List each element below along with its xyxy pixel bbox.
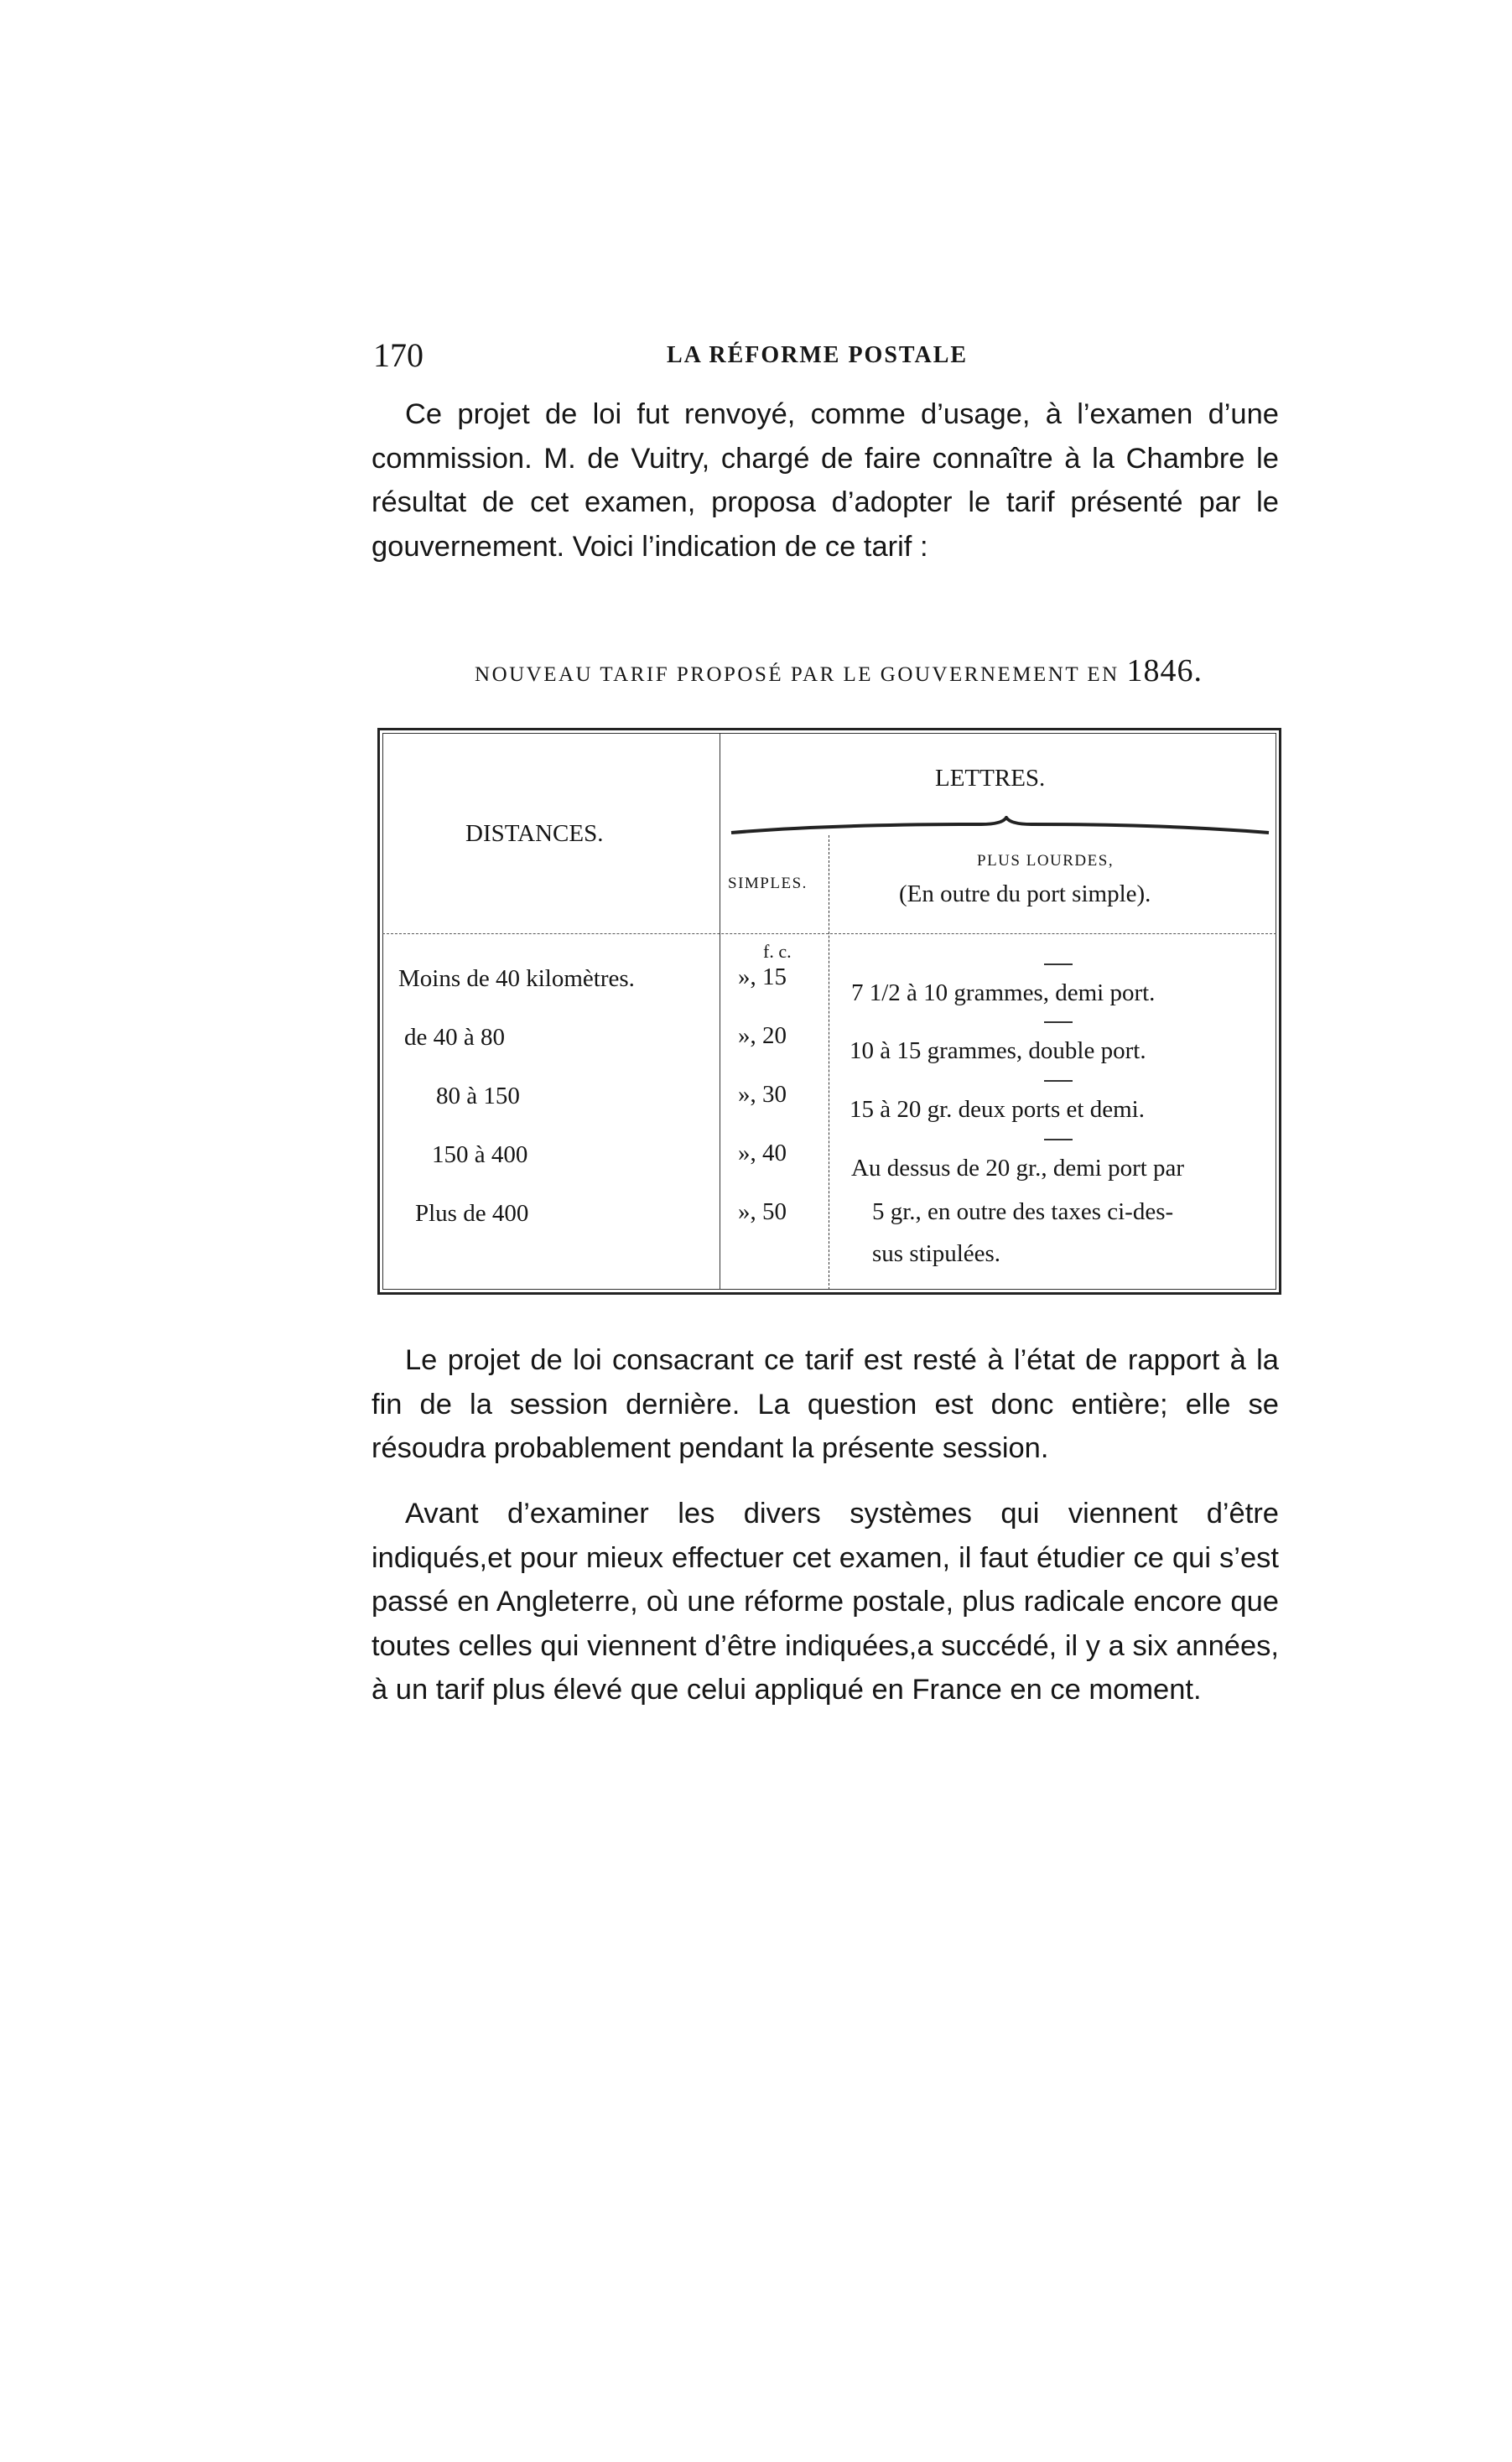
header-lettres: LETTRES. xyxy=(935,765,1046,792)
row-5-simple: », 50 xyxy=(738,1198,787,1225)
page-number: 170 xyxy=(373,336,423,374)
row-2-simple: », 20 xyxy=(738,1022,787,1049)
header-simples: SIMPLES. xyxy=(728,875,808,892)
intro-paragraph: Ce projet de loi fut renvoyé, comme d’usage, à l’examen d’une commission. M. de Vuitry, chargé de faire connaître à la Chambre le résultat de cet examen, proposa d’adopter le tarif présenté par le gouvernement. Voici l’indication de ce tarif : xyxy=(372,398,1279,563)
header-separator xyxy=(382,933,1276,934)
paragraph-3: Le projet de loi consacrant ce tarif est resté à l’état de rapport à la fin de la session dernière. La question est donc entière; elle se résoudra probablement pendant la présente session. xyxy=(372,1344,1279,1464)
row-4-simple: », 40 xyxy=(738,1140,787,1166)
row-1-dash xyxy=(1044,964,1073,965)
paragraph-4: Avant d’examiner les divers systèmes qui viennent d’être indiqués,et pour mieux effectuer cet examen, il faut étudier ce qui s’est passé en Angleterre, où une réforme postale, plus radicale encore que toutes celles qui viennent d’être indiquées,a succédé, il y a six années, à un tarif plus élevé que celui appliqué en France en ce moment. xyxy=(372,1498,1279,1706)
row-3-dash xyxy=(1044,1080,1073,1082)
row-1-heavier: 7 1/2 à 10 grammes, demi port. xyxy=(851,979,1156,1006)
row-5-distance: Plus de 400 xyxy=(415,1200,529,1227)
row-2-heavier: 10 à 15 grammes, double port. xyxy=(850,1037,1146,1064)
header-distances: DISTANCES. xyxy=(465,820,604,847)
row-4-distance: 150 à 400 xyxy=(432,1141,528,1168)
table-heading xyxy=(411,652,1266,689)
table-heading-year: 1846. xyxy=(1126,653,1203,688)
row-2-distance: de 40 à 80 xyxy=(404,1024,505,1051)
table-heading-text: NOUVEAU TARIF PROPOSÉ PAR LE GOUVERNEMENT EN xyxy=(475,663,1120,686)
row-2-dash xyxy=(1044,1021,1073,1023)
brace-lettres xyxy=(730,816,1270,836)
row-1-simple: », 15 xyxy=(738,964,787,990)
row-3-simple: », 30 xyxy=(738,1081,787,1108)
row-3-distance: 80 à 150 xyxy=(436,1083,520,1109)
page-header xyxy=(373,335,1279,377)
header-plus-lourdes: PLUS LOURDES, xyxy=(977,852,1115,870)
header-plus-lourdes-note: (En outre du port simple). xyxy=(899,880,1151,907)
row-4-heavier: Au dessus de 20 gr., demi port par xyxy=(851,1155,1185,1182)
row-3-heavier: 15 à 20 gr. deux ports et demi. xyxy=(850,1096,1145,1123)
running-title: LA RÉFORME POSTALE xyxy=(667,342,969,368)
row-5-heavier: 5 gr., en outre des taxes ci-des- xyxy=(872,1198,1174,1225)
row-4-dash xyxy=(1044,1139,1073,1140)
unit-label: f. c. xyxy=(763,941,792,962)
heavier-last-line: sus stipulées. xyxy=(872,1240,1001,1267)
tariff-table xyxy=(377,728,1281,1295)
row-1-distance: Moins de 40 kilomètres. xyxy=(398,965,635,992)
